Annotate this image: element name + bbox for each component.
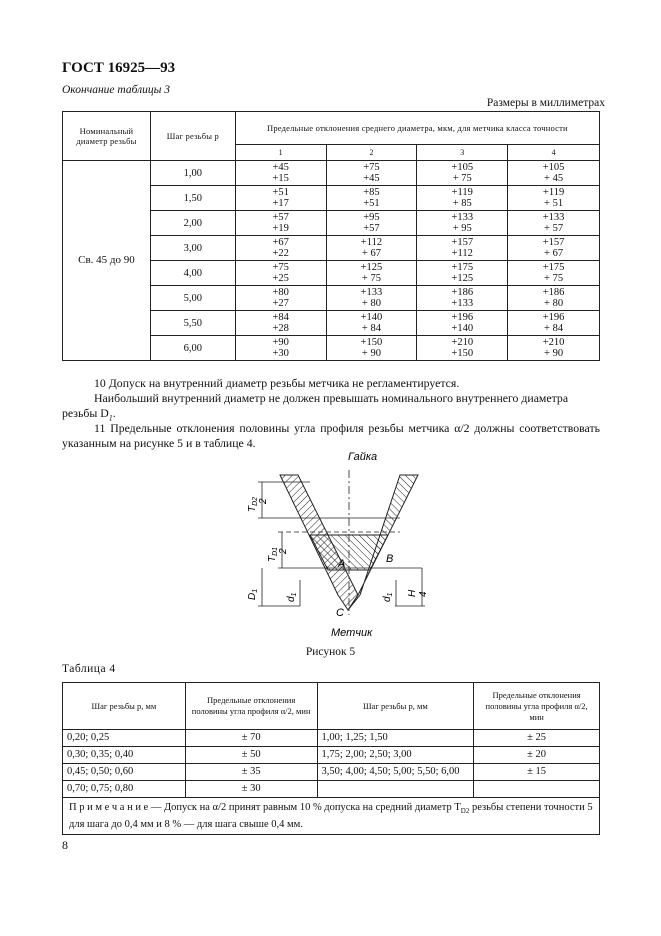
table4-row — [63, 747, 600, 764]
lower-deviation: +28 — [272, 323, 289, 334]
upper-deviation: +150 — [360, 337, 383, 348]
lower-deviation: +17 — [272, 198, 289, 209]
deviation-cell — [417, 261, 508, 286]
deviation-cell: ± 25 — [474, 730, 600, 747]
table3 — [62, 111, 600, 361]
deviation-cell — [417, 211, 508, 236]
t4-col-dev-1: Предельные отклонения половины угла профиля α/2, мин — [185, 683, 317, 730]
pitch-cell: 0,30; 0,35; 0,40 — [63, 747, 186, 764]
td1-label: T — [267, 555, 278, 562]
paragraph-10b-end: . — [112, 406, 116, 420]
small-d1-sub: 1 — [291, 592, 298, 597]
deviation-cell — [417, 336, 508, 361]
note-sub: D2 — [460, 807, 470, 816]
h-label: H — [407, 589, 418, 597]
lower-deviation: + 75 — [544, 273, 564, 284]
deviation-cell — [326, 236, 417, 261]
upper-deviation: +186 — [451, 287, 474, 298]
upper-deviation: +196 — [542, 312, 565, 323]
deviation-cell — [235, 286, 326, 311]
units-note: Размеры в миллиметрах — [486, 97, 605, 109]
table4-note — [63, 798, 600, 835]
pitch-cell: 1,75; 2,00; 2,50; 3,00 — [317, 747, 474, 764]
lower-deviation: +57 — [363, 223, 380, 234]
lower-deviation: +125 — [451, 273, 474, 284]
pitch-cell: 1,00 — [150, 161, 235, 186]
deviation-cell: ± 70 — [185, 730, 317, 747]
upper-deviation: +84 — [272, 312, 289, 323]
deviation-cell — [508, 161, 600, 186]
upper-deviation: +95 — [363, 212, 380, 223]
deviation-cell — [326, 336, 417, 361]
upper-deviation: +67 — [272, 237, 289, 248]
deviation-cell — [235, 336, 326, 361]
point-b-label: B — [386, 553, 394, 565]
t4-col-pitch-1: Шаг резьбы p, мм — [63, 683, 186, 730]
deviation-cell — [235, 211, 326, 236]
document-code: ГОСТ 16925—93 — [62, 60, 176, 76]
h-denominator: 4 — [418, 591, 429, 597]
paragraph-10: 10 Допуск на внутренний диаметр резьбы метчика не регламентируется. — [94, 376, 460, 390]
table4 — [62, 682, 600, 835]
deviation-cell — [326, 211, 417, 236]
upper-deviation: +125 — [360, 262, 383, 273]
deviation-cell — [417, 286, 508, 311]
lower-deviation: +19 — [272, 223, 289, 234]
upper-deviation: +157 — [542, 237, 565, 248]
upper-deviation: +119 — [451, 187, 473, 198]
deviation-cell — [326, 286, 417, 311]
deviation-cell — [326, 261, 417, 286]
thread-profile-figure — [200, 440, 450, 640]
upper-deviation: +133 — [360, 287, 383, 298]
upper-deviation: +112 — [360, 237, 383, 248]
lower-deviation: + 90 — [544, 348, 564, 359]
lower-deviation: + 75 — [452, 173, 472, 184]
upper-deviation: +133 — [451, 212, 474, 223]
deviation-cell — [508, 186, 600, 211]
upper-deviation: +90 — [272, 337, 289, 348]
deviation-cell: ± 20 — [474, 747, 600, 764]
paragraph-11: 11 Предельные отклонения половины угла профиля резьбы метчика α/2 должны соответствовать указанным на рисунке 5 и в таблице 4. — [62, 421, 600, 450]
deviation-cell — [326, 161, 417, 186]
lower-deviation: +45 — [363, 173, 380, 184]
td1-sub: D1 — [272, 546, 279, 556]
point-c-label: C — [336, 607, 344, 619]
upper-deviation: +75 — [363, 162, 380, 173]
lower-deviation: +25 — [272, 273, 289, 284]
td2-sub: D2 — [252, 496, 259, 506]
deviation-cell: ± 30 — [185, 781, 317, 798]
lower-deviation: + 80 — [544, 298, 564, 309]
page-number: 8 — [62, 838, 68, 852]
small-d1b-label: d — [382, 596, 393, 602]
figure-caption: Рисунок 5 — [305, 646, 356, 658]
td1-half: 2 — [278, 548, 289, 554]
upper-deviation: +196 — [451, 312, 474, 323]
small-d1-label: d — [286, 596, 297, 602]
deviation-cell — [508, 236, 600, 261]
t4-col-pitch-2: Шаг резьбы p, мм — [317, 683, 474, 730]
lower-deviation: + 85 — [452, 198, 472, 209]
deviation-cell — [235, 186, 326, 211]
lower-deviation: + 84 — [361, 323, 381, 334]
col-header-deviations: Предельные отклонения среднего диаметра, мкм, для метчика класса точности — [235, 112, 599, 145]
lower-deviation: +51 — [363, 198, 380, 209]
point-a-label: A — [338, 558, 346, 570]
lower-deviation: + 90 — [361, 348, 381, 359]
deviation-cell — [235, 261, 326, 286]
lower-deviation: +140 — [451, 323, 474, 334]
pitch-cell: 5,00 — [150, 286, 235, 311]
paragraph-10b-text: Наибольший внутренний диаметр не должен превышать номинального внутреннего диаметра резьбы D — [62, 391, 569, 420]
pitch-cell: 0,70; 0,75; 0,80 — [63, 781, 186, 798]
big-d1-sub: 1 — [252, 588, 259, 593]
svg-text:D1 — [247, 589, 259, 600]
table3-row — [63, 161, 600, 186]
svg-text:d1 — [286, 592, 298, 602]
deviation-cell — [417, 311, 508, 336]
lower-deviation: +27 — [272, 298, 289, 309]
class-4-header: 4 — [508, 144, 600, 160]
td2-half: 2 — [258, 498, 269, 504]
upper-deviation: +75 — [272, 262, 289, 273]
upper-deviation: +51 — [272, 187, 289, 198]
pitch-cell: 1,50 — [150, 186, 235, 211]
big-d1-label: D — [247, 592, 258, 600]
deviation-cell — [235, 311, 326, 336]
deviation-cell — [508, 311, 600, 336]
pitch-cell: 1,00; 1,25; 1,50 — [317, 730, 474, 747]
pitch-cell: 0,45; 0,50; 0,60 — [63, 764, 186, 781]
upper-deviation: +175 — [542, 262, 565, 273]
lower-deviation: +30 — [272, 348, 289, 359]
upper-deviation: +57 — [272, 212, 289, 223]
upper-deviation: +45 — [272, 162, 289, 173]
upper-deviation: +133 — [542, 212, 565, 223]
upper-deviation: +140 — [360, 312, 383, 323]
deviation-cell: ± 35 — [185, 764, 317, 781]
lower-deviation: + 45 — [544, 173, 564, 184]
upper-deviation: +80 — [272, 287, 289, 298]
lower-deviation: +112 — [451, 248, 473, 259]
lower-deviation: +15 — [272, 173, 289, 184]
nut-label: Гайка — [348, 451, 378, 463]
deviation-cell — [235, 161, 326, 186]
class-1-header: 1 — [235, 144, 326, 160]
deviation-cell: ± 15 — [474, 764, 600, 781]
deviation-cell — [508, 336, 600, 361]
lower-deviation: + 67 — [361, 248, 381, 259]
lower-deviation: +22 — [272, 248, 289, 259]
tap-label: Метчик — [331, 627, 373, 639]
upper-deviation: +210 — [451, 337, 474, 348]
col-header-pitch: Шаг резьбы p — [150, 112, 235, 161]
deviation-cell — [508, 211, 600, 236]
deviation-cell — [508, 286, 600, 311]
td2-label: T — [247, 505, 258, 512]
pitch-cell: 3,00 — [150, 236, 235, 261]
t4-col-dev-2: Предельные отклонения половины угла профиля α/2, мин — [474, 683, 600, 730]
lower-deviation: + 75 — [361, 273, 381, 284]
pitch-cell — [317, 781, 474, 798]
svg-text:d1 — [382, 592, 394, 602]
deviation-cell — [417, 236, 508, 261]
upper-deviation: +210 — [542, 337, 565, 348]
lower-deviation: + 80 — [361, 298, 381, 309]
pitch-cell: 2,00 — [150, 211, 235, 236]
pitch-cell: 4,00 — [150, 261, 235, 286]
note-label: П р и м е ч а н и е — [69, 802, 149, 813]
note-text: — Допуск на α/2 принят равным 10 % допуска на средний диаметр T — [148, 802, 461, 813]
upper-deviation: +186 — [542, 287, 565, 298]
table4-row — [63, 764, 600, 781]
table4-row — [63, 781, 600, 798]
table4-row — [63, 730, 600, 747]
table4-caption: Таблица 4 — [62, 663, 116, 675]
lower-deviation: +133 — [451, 298, 474, 309]
lower-deviation: +150 — [451, 348, 474, 359]
paragraph-10b-sub: 1 — [108, 413, 113, 423]
deviation-cell — [326, 311, 417, 336]
pitch-cell: 6,00 — [150, 336, 235, 361]
class-2-header: 2 — [326, 144, 417, 160]
pitch-cell: 0,20; 0,25 — [63, 730, 186, 747]
deviation-cell — [326, 186, 417, 211]
upper-deviation: +157 — [451, 237, 474, 248]
upper-deviation: +175 — [451, 262, 474, 273]
small-d1b-sub: 1 — [387, 592, 394, 597]
col-header-diameter: Номинальный диаметр резьбы — [63, 112, 151, 161]
upper-deviation: +105 — [451, 162, 474, 173]
deviation-cell — [417, 161, 508, 186]
upper-deviation: +119 — [542, 187, 565, 198]
upper-deviation: +85 — [363, 187, 380, 198]
note-text-2: резьбы степени точности 5 для шага до 0,4 мм и 8 % — для шага свыше 0,4 мм. — [69, 802, 593, 831]
pitch-cell: 3,50; 4,00; 4,50; 5,00; 5,50; 6,00 — [317, 764, 474, 781]
pitch-cell: 5,50 — [150, 311, 235, 336]
diameter-range-cell: Св. 45 до 90 — [63, 161, 151, 361]
upper-deviation: +105 — [542, 162, 565, 173]
table3-caption: Окончание таблицы 3 — [62, 84, 170, 96]
lower-deviation: + 95 — [452, 223, 472, 234]
deviation-cell: ± 50 — [185, 747, 317, 764]
lower-deviation: + 84 — [544, 323, 564, 334]
lower-deviation: + 67 — [544, 248, 564, 259]
deviation-cell — [417, 186, 508, 211]
lower-deviation: + 57 — [544, 223, 564, 234]
class-3-header: 3 — [417, 144, 508, 160]
deviation-cell — [235, 236, 326, 261]
lower-deviation: + 51 — [544, 198, 564, 209]
deviation-cell — [508, 261, 600, 286]
deviation-cell — [474, 781, 600, 798]
